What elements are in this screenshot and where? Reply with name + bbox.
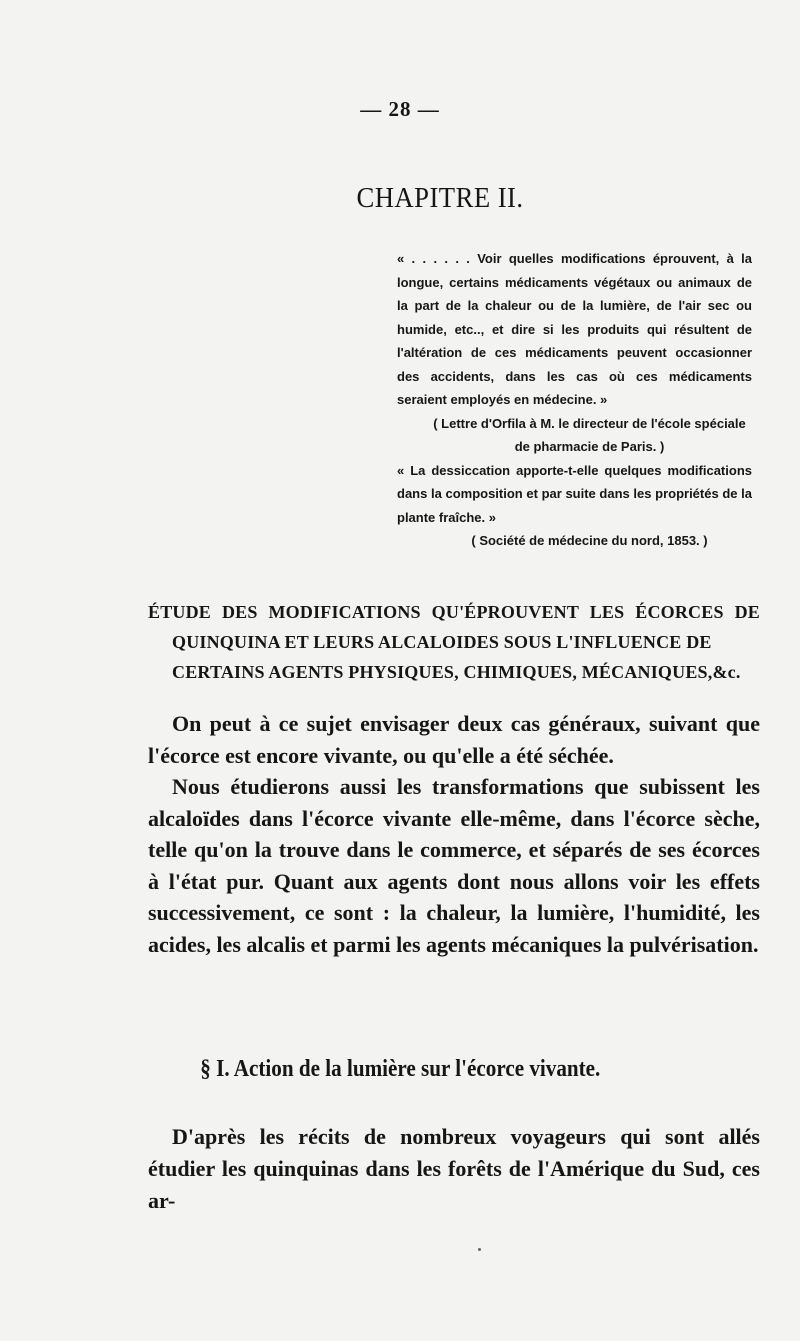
study-title-line-1: ÉTUDE DES MODIFICATIONS QU'ÉPROUVENT LES ÉCORCES DE bbox=[148, 602, 760, 622]
epigraph-quote-orfila: « . . . . . . Voir quelles modifications éprouvent, à la longue, certains médicaments végétaux ou animaux de la part de la chaleur ou de la lumière, de l'air sec ou humide, etc.., et dire si les produits qui résultent de l'altération de ces médicaments peuvent occasionner des accidents, dans les cas où ces médicaments seraient employés en médecine. » bbox=[397, 251, 752, 407]
section-heading bbox=[0, 1056, 800, 1083]
section-heading-text: § I. Action de la lumière sur l'écorce vivante. bbox=[199, 1056, 601, 1082]
epigraph-attribution-orfila: ( Lettre d'Orfila à M. le directeur de l'école spéciale de pharmacie de Paris. ) bbox=[433, 415, 746, 454]
body-text bbox=[148, 708, 760, 960]
paragraph: D'après les récits de nombreux voyageurs qui sont allés étudier les quinquinas dans les forêts de l'Amérique du Sud, ces ar- bbox=[148, 1124, 760, 1213]
ink-speck bbox=[478, 1248, 481, 1251]
epigraph-quote-societe: « La dessiccation apporte-t-elle quelques modifications dans la composition et par suite dans les propriétés de la plante fraîche. » bbox=[397, 462, 752, 525]
section-body-text bbox=[148, 1121, 760, 1217]
epigraph bbox=[397, 247, 752, 553]
study-title-continuation: QUINQUINA ET LEURS ALCALOIDES SOUS L'INFLUENCE DE CERTAINS AGENTS PHYSIQUES, CHIMIQUES, MÉCANIQUES,&c. bbox=[172, 632, 741, 682]
chapter-title: CHAPITRE II. bbox=[356, 182, 524, 214]
paragraph: On peut à ce sujet envisager deux cas généraux, suivant que l'écorce est encore vivante, ou qu'elle a été séchée. bbox=[148, 711, 760, 768]
epigraph-attribution-societe: ( Société de médecine du nord, 1853. ) bbox=[471, 533, 708, 548]
paragraph: Nous étudierons aussi les transformations que subissent les alcaloïdes dans l'écorce vivante elle-même, dans l'écorce sèche, telle qu'on la trouve dans le commerce, et séparés de ses écorces à l'état pur. Quant aux agents dont nous allons voir les effets successivement, ce sont : la chaleur, la lumière, l'humidité, les acides, les alcalis et parmi les agents mécaniques la pulvérisation. bbox=[148, 774, 760, 957]
study-title bbox=[148, 597, 760, 687]
page-number: — 28 — bbox=[360, 97, 440, 121]
